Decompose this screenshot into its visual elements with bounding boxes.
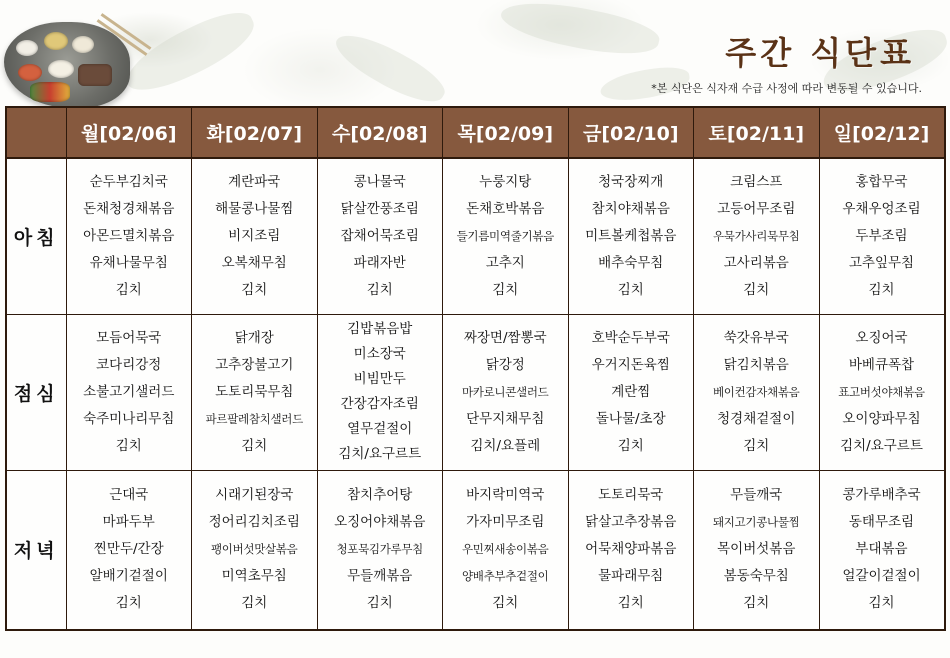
menu-cell: [568, 314, 694, 470]
menu-item: 가자미무조림: [466, 514, 545, 531]
menu-cell: [694, 158, 820, 314]
menu-item: 순두부김치국: [89, 173, 168, 190]
menu-item: 김치: [617, 437, 644, 454]
menu-item: 김치: [617, 281, 644, 298]
menu-item: 누룽지탕: [479, 173, 532, 190]
menu-item: 우거지돈육찜: [591, 356, 670, 373]
menu-cell: [192, 470, 318, 630]
menu-item: 고사리볶음: [723, 254, 789, 271]
menu-item: 우채우엉조림: [842, 200, 921, 217]
menu-item: 미소장국: [353, 346, 406, 362]
meal-label: 아침: [6, 158, 66, 314]
menu-item: 미트볼케첩볶음: [585, 227, 677, 244]
meal-label: 저녁: [6, 470, 66, 630]
menu-item: 파르팔레참치샐러드: [205, 411, 303, 426]
menu-item: 참치추어탕: [347, 487, 413, 504]
menu-item: 봄동숙무침: [723, 568, 789, 585]
menu-cell: [819, 470, 945, 630]
menu-item: 정어리김치조림: [208, 514, 300, 531]
menu-cell: [443, 314, 569, 470]
menu-item: 김치/요구르트: [338, 446, 422, 462]
menu-item: 들기름미역줄기볶음: [456, 228, 554, 243]
menu-cell: [443, 158, 569, 314]
menu-item: 찐만두/간장: [93, 541, 164, 558]
menu-item: 양배추부추겉절이: [462, 569, 549, 584]
menu-item: 김치: [241, 595, 268, 612]
menu-item: 바베큐폭찹: [848, 356, 915, 373]
leaf-decoration: [329, 22, 451, 113]
menu-item: 김치: [868, 595, 895, 612]
menu-item: 김치: [492, 595, 519, 612]
menu-item: 비지조림: [228, 227, 281, 244]
menu-cell: [568, 158, 694, 314]
menu-cell: [819, 158, 945, 314]
menu-item: 아몬드멸치볶음: [83, 227, 175, 244]
menu-cell: [694, 314, 820, 470]
menu-item: 오이양파무침: [842, 410, 921, 427]
day-header: 월[02/06]: [66, 107, 192, 158]
day-header: 수[02/08]: [317, 107, 443, 158]
meal-row: [6, 314, 945, 470]
menu-item: 참치야채볶음: [591, 200, 670, 217]
leaf-decoration: [498, 0, 663, 64]
menu-cell: [317, 470, 443, 630]
menu-cell: [819, 314, 945, 470]
menu-item: 김치/요구르트: [840, 437, 923, 454]
menu-item: 부대볶음: [855, 541, 908, 558]
menu-item: 청국장찌개: [598, 173, 664, 190]
menu-item: 도토리묵국: [598, 487, 664, 504]
menu-item: 도토리묵무침: [215, 383, 294, 400]
menu-item: 모듬어묵국: [96, 329, 162, 346]
menu-item: 짜장면/짬뽕국: [463, 329, 547, 346]
menu-item: 닭살깐풍조림: [340, 200, 419, 217]
menu-cell: [568, 470, 694, 630]
menu-item: 목이버섯볶음: [717, 541, 796, 558]
menu-item: 동태무조림: [848, 514, 915, 531]
menu-item: 코다리강정: [96, 356, 162, 373]
menu-item: 김치: [115, 595, 142, 612]
menu-item: 열무겉절이: [347, 421, 413, 437]
menu-item: 돈채청경채볶음: [83, 200, 175, 217]
menu-item: 돼지고기콩나물찜: [713, 515, 800, 530]
day-header: 화[02/07]: [192, 107, 318, 158]
menu-item: 얼갈이겉절이: [842, 568, 921, 585]
menu-item: 김치: [617, 595, 644, 612]
menu-item: 베이컨감자채볶음: [713, 384, 800, 399]
menu-item: 김치: [492, 281, 519, 298]
menu-cell: [443, 470, 569, 630]
day-header: 일[02/12]: [819, 107, 945, 158]
menu-item: 알배기겉절이: [89, 568, 168, 585]
menu-item: 잡채어묵조림: [340, 227, 419, 244]
menu-item: 파래자반: [353, 254, 406, 271]
menu-item: 바지락미역국: [466, 487, 545, 504]
menu-item: 오징어야채볶음: [334, 514, 426, 531]
menu-item: 시래기된장국: [215, 487, 294, 504]
menu-item: 청경채겉절이: [717, 410, 796, 427]
menu-item: 오징어국: [855, 329, 908, 346]
header-row: [6, 107, 945, 158]
menu-item: 간장감자조림: [340, 396, 419, 412]
menu-item: 돌나물/초장: [595, 410, 666, 427]
menu-cell: [66, 314, 192, 470]
menu-item: 표고버섯야채볶음: [838, 384, 925, 399]
menu-item: 어묵채양파볶음: [585, 541, 677, 558]
menu-item: 돈채호박볶음: [466, 200, 545, 217]
menu-item: 닭강정: [485, 356, 525, 373]
day-header: 목[02/09]: [443, 107, 569, 158]
meal-row: [6, 158, 945, 314]
menu-item: 닭개장: [234, 329, 274, 346]
menu-cell: [192, 314, 318, 470]
menu-cell: [317, 158, 443, 314]
day-header: 토[02/11]: [694, 107, 820, 158]
notice-text: *본 식단은 식자재 수급 사정에 따라 변동될 수 있습니다.: [651, 82, 922, 95]
menu-item: 계란찜: [611, 383, 651, 400]
menu-item: 고추장불고기: [215, 356, 294, 373]
menu-item: 우민찌새송이볶음: [462, 542, 549, 557]
menu-item: 김치: [743, 437, 770, 454]
menu-item: 숙주미나리무침: [83, 410, 175, 427]
page-title: 주간 식단표: [725, 34, 915, 72]
menu-item: 무들깨국: [730, 487, 783, 504]
menu-item: 김치/요플레: [470, 437, 541, 454]
menu-item: 해물콩나물찜: [215, 200, 294, 217]
menu-item: 김밥볶음밥: [347, 321, 413, 337]
menu-item: 김치: [743, 281, 770, 298]
menu-table: [5, 106, 946, 631]
menu-item: 콩가루배추국: [842, 487, 921, 504]
menu-item: 김치: [366, 595, 393, 612]
menu-item: 계란파국: [228, 173, 281, 190]
menu-item: 호박순두부국: [591, 329, 670, 346]
menu-cell: [66, 158, 192, 314]
menu-item: 김치: [868, 281, 895, 298]
menu-item: 콩나물국: [353, 173, 406, 190]
meal-label: 점심: [6, 314, 66, 470]
meal-row: [6, 470, 945, 630]
menu-cell: [66, 470, 192, 630]
menu-item: 청포묵김가루무침: [336, 542, 423, 557]
menu-item: 마카로니콘샐러드: [462, 384, 549, 399]
menu-item: 크림스프: [730, 173, 783, 190]
menu-item: 단무지채무침: [466, 410, 545, 427]
menu-item: 미역초무침: [221, 568, 287, 585]
menu-item: 비빔만두: [353, 371, 406, 387]
menu-item: 닭살고추장볶음: [585, 514, 677, 531]
day-header: 금[02/10]: [568, 107, 694, 158]
menu-item: 무들깨볶음: [347, 568, 413, 585]
menu-item: 우묵가사리묵무침: [713, 228, 800, 243]
corner-cell: [6, 107, 66, 158]
menu-item: 김치: [115, 437, 142, 454]
menu-item: 김치: [241, 437, 268, 454]
menu-item: 고추지: [485, 254, 525, 271]
menu-item: 물파래무침: [598, 568, 664, 585]
menu-item: 고추잎무침: [848, 254, 915, 271]
menu-item: 김치: [241, 281, 268, 298]
menu-item: 김치: [366, 281, 393, 298]
menu-item: 고등어무조림: [717, 200, 796, 217]
menu-item: 쑥갓유부국: [723, 329, 789, 346]
menu-item: 팽이버섯맛살볶음: [211, 542, 298, 557]
menu-item: 닭김치볶음: [723, 356, 789, 373]
menu-item: 마파두부: [102, 514, 155, 531]
menu-item: 근대국: [109, 487, 149, 504]
menu-item: 김치: [115, 281, 142, 298]
leaf-decoration: [117, 2, 262, 101]
menu-item: 오복채무침: [221, 254, 287, 271]
menu-item: 유채나물무침: [89, 254, 168, 271]
menu-item: 배추숙무침: [598, 254, 664, 271]
menu-cell: [192, 158, 318, 314]
menu-cell: [694, 470, 820, 630]
menu-item: 홍합무국: [855, 173, 908, 190]
menu-cell: [317, 314, 443, 470]
menu-item: 소불고기샐러드: [83, 383, 175, 400]
menu-item: 두부조림: [855, 227, 908, 244]
menu-item: 김치: [743, 595, 770, 612]
